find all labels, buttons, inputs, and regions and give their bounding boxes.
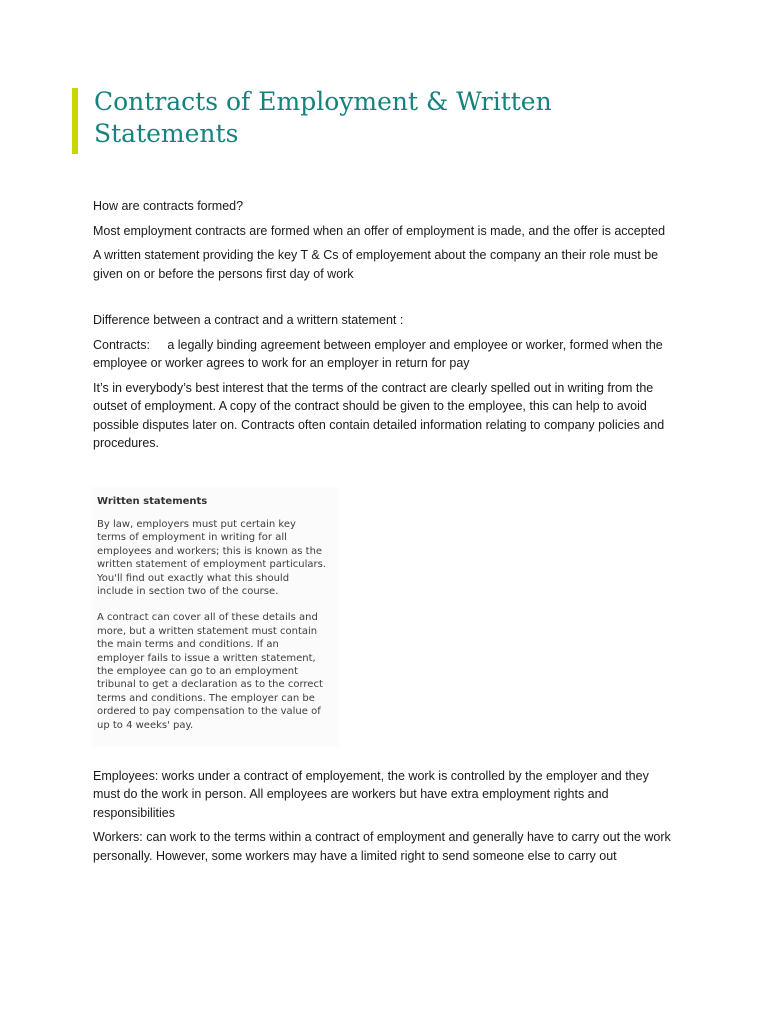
inset-paragraph: By law, employers must put certain key terms of employment in writing for all employees and workers; this is known as the written statement of employment particulars. You'll find out exactly what this should include in section two of the course. <box>97 518 326 597</box>
inset-title: Written statements <box>97 495 208 507</box>
paragraph-difference-heading: Difference between a contract and a writtern statement : <box>93 313 404 327</box>
document-body <box>93 197 678 871</box>
title-accent-bar <box>72 88 78 154</box>
paragraph-written-statement: A written statement providing the key T & Cs of employement about the company an their role must be given on or before the persons first day of work <box>93 248 659 281</box>
paragraph-best-interest: It’s in everybody’s best interest that the terms of the contract are clearly spelled out in writing from the outset of employment. A copy of the contract should be given to the employee, this can help to avoid possible disputes later on. Contracts often contain detailed information relating to company policies and procedures. <box>93 380 665 450</box>
paragraph-contracts-formed: Most employment contracts are formed when an offer of employment is made, and the offer is accepted <box>93 223 666 238</box>
written-statements-inset-image <box>91 487 339 747</box>
paragraph-workers: Workers: can work to the terms within a contract of employment and generally have to carry out the work personally. However, some workers may have a limited right to send someone else to carry out <box>93 830 671 863</box>
paragraph-contracts-definition: Contracts: a legally binding agreement between employer and employee or worker, formed when the employee or worker agrees to work for an employer in return for pay <box>93 337 667 370</box>
paragraph-employees: Employees: works under a contract of employement, the work is controlled by the employer and they must do the work in person. All employees are workers but have extra employment rights and responsibilities <box>93 768 649 820</box>
question-heading: How are contracts formed? <box>93 199 244 213</box>
inset-paragraph: A contract can cover all of these details and more, but a written statement must contain the main terms and conditions. If an employer fails to issue a written statement, the employee can go to an employment tribunal to get a declaration as to the correct terms and conditions. The employer can be ordered to pay compensation to the value of up to 4 weeks' pay. <box>97 612 323 731</box>
page-title: Contracts of Employment & Written Statements <box>94 87 552 148</box>
